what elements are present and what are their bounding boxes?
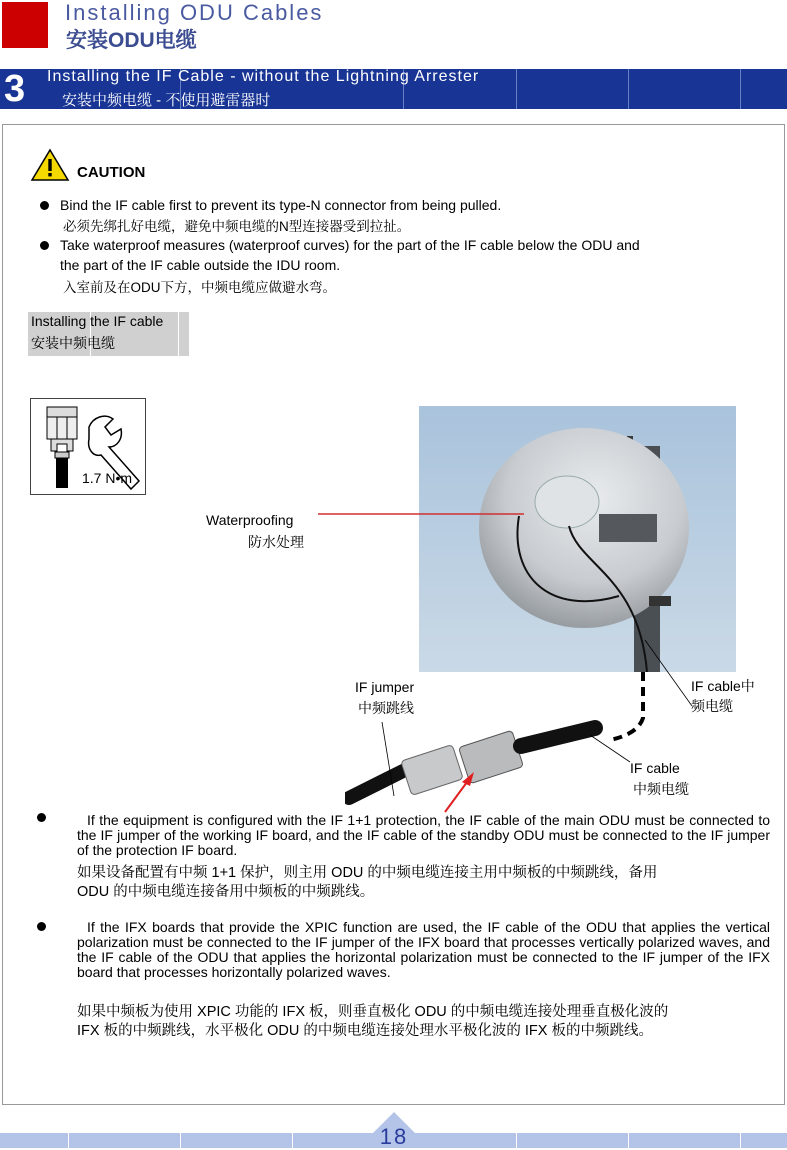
label-if-cable-zh: 中频电缆 [633,781,689,797]
note-1-zh-line2: ODU 的中频电缆连接备用中频板的中频跳线。 [77,884,375,900]
page-number: 18 [379,1124,409,1149]
label-if-jumper-zh: 中频跳线 [358,700,414,716]
bullet-icon [37,813,46,822]
bullet-icon [37,922,46,931]
note-2-zh-line2: IFX 板的中频跳线，水平极化 ODU 的中频电缆连接处理水平极化波的 IFX 板的中频跳线。 [77,1023,653,1039]
caution-item-1-en: Bind the IF cable first to prevent its type-N connector from being pulled. [60,197,502,213]
label-if-cable-odu-en: IF cable中 [691,678,755,694]
note-2-zh-line1: 如果中频板为使用 XPIC 功能的 IFX 板，则垂直极化 ODU 的中频电缆连接处理垂直极化波的 [77,1004,669,1020]
note-2-en: If the IFX boards that provide the XPIC function are used, the IF cable of the ODU that applies the vertical polarization must be connected to the IF jumper of the IFX board that processes vertically polarized waves, and the IF cable of the ODU that applies the horizontal polarization must be connected to the IF jumper of the IFX board that processes horizontally polarized waves. [77,919,770,980]
caution-label: CAUTION [77,164,146,181]
note-1-en: If the equipment is configured with the IF 1+1 protection, the IF cable of the main ODU must be connected to the IF jumper of the working IF board, and the IF cable of the standby ODU must be connected to the IF jumper of the protection IF board. [77,812,770,858]
label-if-jumper-en: IF jumper [355,679,415,695]
label-waterproofing-zh: 防水处理 [248,534,304,550]
step-label-zh: 安装中频电缆 [31,335,115,351]
label-if-cable-en: IF cable [630,760,680,776]
page-title: Installing ODU Cables [65,0,324,25]
label-waterproofing-en: Waterproofing [206,512,294,528]
page-subtitle: 安装ODU电缆 [66,29,197,52]
caution-item-1-zh: 必须先绑扎好电缆，避免中频电缆的N型连接器受到拉扯。 [63,219,411,234]
note-1-zh-line1: 如果设备配置有中频 1+1 保护，则主用 ODU 的中频电缆连接主用中频板的中频跳线，备用 [77,865,658,881]
section-title-zh: 安装中频电缆 - 不使用避雷器时 [62,92,271,109]
caution-item-2-en-line1: Take waterproof measures (waterproof curves) for the part of the IF cable below the ODU and [60,237,640,253]
section-title-en: Installing the IF Cable - without the Lightning Arrester [47,68,480,85]
label-if-cable-odu-zh: 频电缆 [691,698,733,714]
torque-value: 1.7 N•m [82,470,133,486]
section-number: 3 [4,68,26,110]
caution-item-2-zh: 入室前及在ODU下方，中频电缆应做避水弯。 [63,280,336,295]
caution-item-2-en-line2: the part of the IF cable outside the IDU room. [60,257,341,273]
step-label-en: Installing the IF cable [31,313,164,329]
